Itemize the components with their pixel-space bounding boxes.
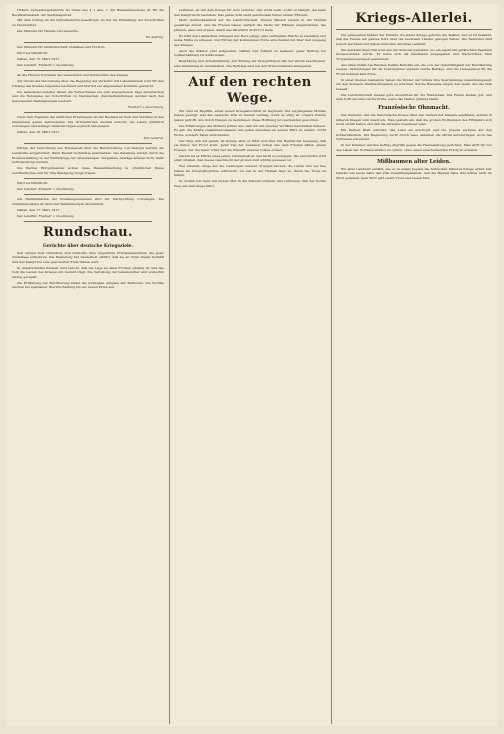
news-paragraph: In der Kammer wurden heftige Angriffe gegen die Heeresleitung gerichtet. Man wirft ihr vor, das Leben der Soldaten sinnlos zu opfern, ohne einen entscheidenden Erfolg zu erzielen.: [336, 143, 492, 152]
rundschau-title: Rundschau.: [43, 224, 133, 240]
news-paragraph: Ein Pariser Blatt schreibt, das Land sei erschöpft und die Jugend verblute auf den Schlachtfeldern. Die Regierung sucht durch neue Anleihen die Mittel aufzubringen, doch das Vertrauen schwindet.: [336, 128, 492, 142]
notice-paragraph: Wird veröffentlicht.: [17, 51, 49, 56]
notice-separator: [24, 178, 152, 179]
notice-paragraph: Wird veröffentlicht.: [17, 180, 49, 185]
notice-paragraph: Dallau, den 16. März 1917.: [17, 130, 61, 135]
rundschau-paragraph: Seit einiger Zeit verbreiten sich Gerüchte über angebliche Friedensabsichten, die jeder Grundlage entbehren. Die Regierung hat wiederholt erklärt, daß sie an ihren Zielen festhält und den Kampf bis zum gesicherten Ende führen wird.: [12, 250, 164, 264]
notice-separator: [24, 70, 152, 71]
notice-paragraph: Die Radfahrkarten der Kreiseingesessenen sind zur Nachprüfung vorzulegen. Die Gummibereifung ist nach den Bestimmungen abzuliefern.: [12, 197, 164, 206]
rundschau-paragraph: Die Ernährung der Bevölkerung bildet die wichtigste Aufgabe der Behörden. Die Vorräte reichen bei sparsamer Bewirtschaftung bis zur neuen Ernte aus.: [12, 280, 164, 290]
section-paragraph: Der Weg, den wir gehen, ist steinig, aber er führt zum Ziel. Die Heimat hat bewiesen, daß sie hinter der Front steht. Jeder Tag der Ausdauer bringt uns dem Frieden näher, einem Frieden, der die Opfer lohnt und die Zukunft unseres Volkes sichert.: [174, 138, 326, 152]
notice-paragraph: Der Landrat. Freiherr v. Doernberg.: [17, 186, 75, 191]
article-paragraph: verlieren, ist mit dem Kriege für Gott verloren. Wer nicht weiß, wofür er kämpft, der kann den Kampf nicht bestehen. Das ganze Volk steht geschlossen hinter seinen Führern.: [174, 8, 326, 17]
subheading-french: Französische Ohnmacht.: [378, 105, 450, 111]
notice-paragraph: Die Herren Bürgermeister wollen diese Bekanntmachung in ortsüblicher Weise veröffentlichen und für ihre Befolgung Sorge tragen.: [12, 166, 164, 175]
notice-paragraph: Die Gemeindevorsteher haben die Verzeichnisse bis zum angegebenen Tage einzureichen und die Befolgung der Vorschriften zu überwachen. Zuwiderhandlungen werden nach den bestehenden Bestimmungen bestraft.: [12, 89, 164, 103]
notice-signature: Der Landrat.: [143, 136, 164, 141]
column-divider-left: [169, 6, 170, 724]
section-paragraph: Darum ist es Pflicht eines jeden, mitzuarbeiten und nicht zu verzagen. Die Geschichte wird einst urteilen, daß dieses Geschlecht der großen Zeit würdig gewesen ist.: [174, 153, 326, 163]
notice-paragraph: Auf Grund der Verordnung über die Regelung des Verkehrs mit Lebensmitteln wird für den Umfang des Kreises folgendes bestimmt und hiermit zur allgemeinen Kenntnis gebracht.: [12, 79, 164, 88]
news-paragraph: In einer kleinen Gemeinde haben die Kinder der Schule ihre Sparpfennige zusammengelegt, um den Soldaten Weihnachtsgaben zu schicken. Solche Beispiele zeigen den Geist, der das Volk beseelt.: [336, 77, 492, 91]
subheading-old-suffering: Mißbaumen alter Leiden.: [377, 158, 451, 165]
news-paragraph: Die gefesselten Späher der Entente. Zu jedem Kriege gehören die Späher, und es ist bekannt, daß die Feinde ein ganzes Netz über die neutralen Länder gezogen haben. Die Behörden sind jedoch wachsam und haben manchen Anschlag vereitelt.: [336, 32, 492, 46]
left-column: [12, 8, 164, 722]
news-paragraph: Ein merkwürdiger Fall wird aus der Schweiz gemeldet, wo ein Agent mit gefälschten Papieren festgenommen wurde. Er hatte sich als Kaufmann ausgegeben und Nachrichten über Truppenbewegungen gesammelt.: [336, 47, 492, 61]
notice-paragraph: Nach dem Ergebnis der amtlichen Erhebungen ist der Bestand an Vieh und Vorräten in den Gemeinden genau festzustellen. Die Ortsbehörden werden ersucht, die Listen pünktlich vorzulegen und etwaige Veränderungen sogleich anzuzeigen.: [12, 115, 164, 129]
article-paragraph: Begrüßung und Arbeitsleistung. Zur Ehrung der Kriegerfrauen hat der Verein beschlossen, eine Sammlung zu veranstalten. Die Beiträge sind bei den Ortsvorständen abzugeben.: [174, 59, 326, 68]
section-separator: [174, 71, 326, 72]
notice-paragraph: Der Landrat. Freiherr v. Doernberg.: [17, 63, 75, 68]
article-paragraph: Mehr Aufmerksamkeit auf die Landwirtschaft. Unsere Bauern leisten in der Heimat gewaltige Arbeit, und die Frauen haben vielfach die Stelle der Männer eingenommen. Sie pflügen, säen und ernten, damit das Vaterland nicht Not leide.: [174, 18, 326, 32]
news-paragraph: Ein alter Landwirt erzählt, wie er in seiner Jugend die Schrecken früherer Kriege erlebt hat. Damals wie heute habe das Volk zusammengehalten, und die Heimat habe ihre Söhne nicht im Stich gelassen. Sein Wort gibt vielen Trost und neuen Mut.: [336, 166, 492, 180]
notice-paragraph: An die Herren Vorsteher der Gemeinden und Gutsbezirke des Kreises.: [17, 73, 130, 78]
section-paragraph: Die Erfahrungen des Winters lehren uns, daß wir mit unseren Vorräten haushalten müssen. Es gilt, die Kräfte zusammenzufassen und jeden einzelnen an seinen Platz zu stellen. Nicht Worte, sondern Taten entscheiden.: [174, 123, 326, 137]
masthead-title: Kriegs-Allerlei.: [355, 11, 473, 26]
notice-paragraph: Mit dem Vollzug ist die Polizeibehörde beauftragt; sie hat die Einhaltung der Vorschriften zu überwachen.: [12, 18, 164, 28]
article-paragraph: Auch die Städter sind aufgerufen, Gärten und Ödland zu bebauen. Jeder Beitrag zur Volksernährung ist willkommen.: [174, 48, 326, 58]
notice-paragraph: Infolge der Verordnung des Bundesrats über die Bereitstellung von Saatgut werden die Landwirte aufgefordert, ihren Bedarf rechtzeitig anzumelden. Die Zuteilung erfolgt durch die Kreisverwaltung in der Reihenfolge der Anmeldungen. Verspätete Anträge können nicht mehr berücksichtigt werden.: [12, 146, 164, 165]
notice-separator: [24, 143, 152, 144]
news-paragraph: Der Kummer, den die französische Presse über den Verlauf der Kämpfe empfindet, kommt in bitteren Klagen zum Ausdruck. Man gesteht ein, daß die großen Hoffnungen des Frühjahrs sich nicht erfüllt haben und daß die Verluste ungeheuer sind.: [336, 113, 492, 127]
column-divider-right: [331, 6, 332, 724]
notice-paragraph: Der Landrat. Freiherr v. Doernberg.: [17, 213, 75, 218]
section-title: Auf den rechten Wege.: [188, 74, 312, 106]
notice-signature: Im Auftrag.: [145, 34, 164, 39]
article-paragraph: Es wird den Landwirten dringend ans Herz gelegt, jede verfügbare Fläche zu bestellen und keine Mühe zu scheuen. Der Ertrag der kommenden Ernte entscheidet mit über den Ausgang des Krieges.: [174, 33, 326, 47]
news-paragraph: Die Landwirtschaft meldet gute Aussichten für die Wintersaat. Die Felder stehen gut, und man hofft auf eine reiche Ernte, wenn das Wetter günstig bleibt.: [336, 92, 492, 102]
notice-paragraph: Dallau, den 15. März 1917.: [17, 57, 61, 62]
notice-signature: Freiherr v. Doernberg.: [128, 104, 164, 109]
section-paragraph: Wer zweifelt, möge auf die Leistungen unserer Truppen blicken. Zu Lande und zur See haben sie Unvergängliches vollbracht. An uns in der Heimat liegt es, ihnen die Treue zu halten.: [174, 164, 326, 178]
news-paragraph: Aus allen Teilen des Reiches treffen Berichte ein, die von der Opferwilligkeit der Bevölkerung zeugen. Sammlungen für die Verwundeten ergeben reiche Beträge, und die Liebesgaben für die Front nehmen kein Ende.: [336, 62, 492, 76]
notice-paragraph: Höhere Verwaltungsbehörde im Sinne des § 1 Abs. 1 der Bekanntmachung ist für die Bezirksamtsstadt der Stadtmagistrat.: [12, 8, 164, 17]
subsection-separator: [336, 155, 492, 156]
masthead-separator: [336, 29, 492, 30]
notice-separator: [24, 221, 152, 222]
notice-separator: [24, 112, 152, 113]
section-paragraph: Wir sind im Begriffe, einen neuen Kriegsabschnitt zu beginnen. Die vergangenen Monate haben gezeigt, was das deutsche Volk zu leisten vermag, wenn es einig ist. Unsere Feinde haben gehofft, uns durch Hunger zu bezwingen; diese Hoffnung ist zuschanden geworden.: [174, 108, 326, 122]
section-paragraph: So wollen wir denn mit festem Mut in die Zukunft schauen und vertrauen, daß der rechte Weg uns zum Siege führt.: [174, 179, 326, 188]
notice-paragraph: Der Minister für landwirtschaft, Domänen und Forsten.: [17, 45, 106, 50]
notice-paragraph: Der Minister für Handel und Gewerbe.: [17, 28, 79, 33]
rundschau-paragraph: In unterrichteten Kreisen wird betont, daß die Lage an allen Fronten günstig ist und das Volk die Lasten des Krieges mit Geduld trägt. Die Verteilung der Lebensmittel wird weiterhin streng geregelt.: [12, 265, 164, 279]
rundschau-subheading: Gerüchte über deutsche Kriegsziele.: [43, 243, 133, 249]
middle-column: [174, 8, 326, 722]
newspaper-page: [6, 4, 498, 726]
notice-separator: [24, 42, 152, 43]
notice-paragraph: Dallau, den 17. März 1917.: [17, 207, 61, 212]
right-column: [336, 8, 492, 722]
notice-separator: [24, 194, 152, 195]
